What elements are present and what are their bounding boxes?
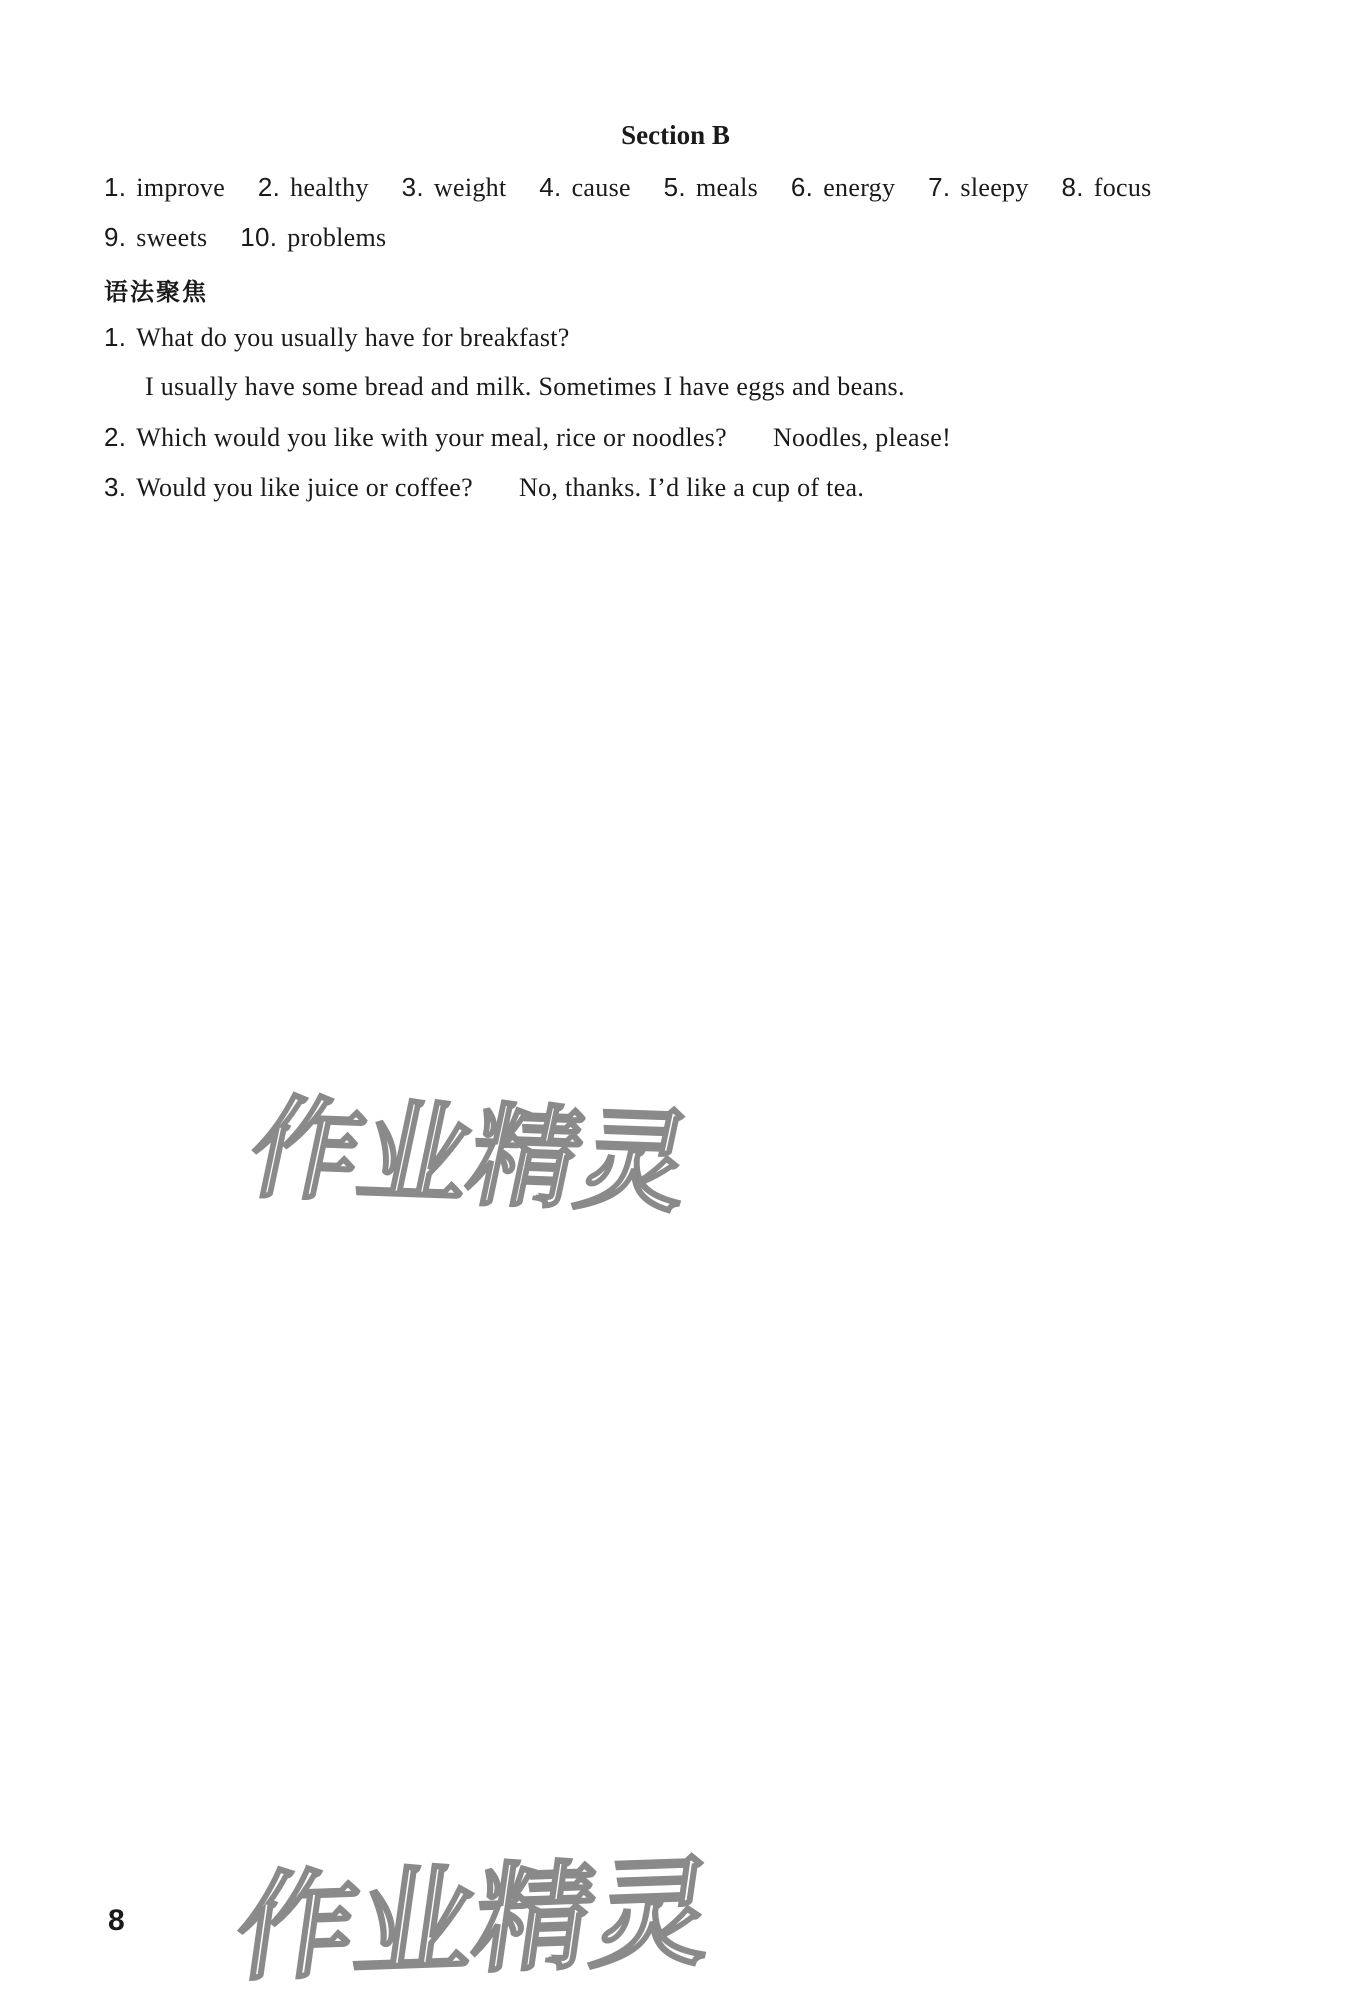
vocab-word: sweets: [136, 223, 208, 252]
watermark-logo-bottom: [227, 1830, 805, 2010]
question-text: Would you like juice or coffee?: [136, 473, 473, 502]
vocab-word: energy: [823, 173, 896, 202]
vocab-number: 8.: [1061, 172, 1084, 202]
vocab-number: 6.: [790, 172, 814, 202]
grammar-item-2: [104, 422, 951, 453]
vocab-number: 5.: [663, 172, 686, 202]
vocab-word: sleepy: [960, 173, 1029, 202]
section-title: Section B: [621, 120, 730, 150]
grammar-item-1-answer: I usually have some bread and milk. Sometimes I have eggs and beans.: [145, 372, 905, 401]
watermark-logo-center: [238, 1075, 775, 1245]
grammar-number: 2.: [104, 422, 127, 452]
vocab-number: 4.: [539, 172, 562, 202]
vocab-line-1: [104, 172, 1152, 203]
grammar-item-3: [104, 472, 864, 503]
vocab-number: 9.: [104, 222, 127, 252]
vocab-word: cause: [571, 173, 631, 202]
vocab-word: problems: [287, 223, 387, 252]
vocab-number: 2.: [257, 172, 281, 202]
grammar-item-1-question: [104, 322, 570, 353]
vocab-word: healthy: [290, 173, 369, 202]
vocab-number: 10.: [240, 222, 278, 252]
watermark-text: 作业精灵: [227, 1844, 722, 1999]
question-text: Which would you like with your meal, rice or noodles?: [136, 423, 727, 452]
answer-text: No, thanks. I’d like a cup of tea.: [518, 473, 865, 502]
vocab-line-2: [104, 222, 386, 253]
vocab-number: 3.: [401, 172, 424, 202]
vocab-word: meals: [695, 173, 759, 202]
watermark-text: 作业精灵: [238, 1085, 703, 1229]
page-number: 8: [108, 1904, 125, 1937]
grammar-heading: 语法聚焦: [104, 278, 208, 306]
question-text: What do you usually have for breakfast?: [136, 323, 570, 352]
vocab-word: improve: [136, 173, 226, 202]
vocab-word: weight: [433, 173, 507, 202]
grammar-number: 3.: [104, 472, 127, 502]
vocab-number: 7.: [928, 172, 951, 202]
grammar-number: 1.: [104, 322, 127, 352]
vocab-number: 1.: [104, 172, 127, 202]
answer-text: Noodles, please!: [772, 423, 952, 452]
vocab-word: focus: [1093, 173, 1152, 202]
